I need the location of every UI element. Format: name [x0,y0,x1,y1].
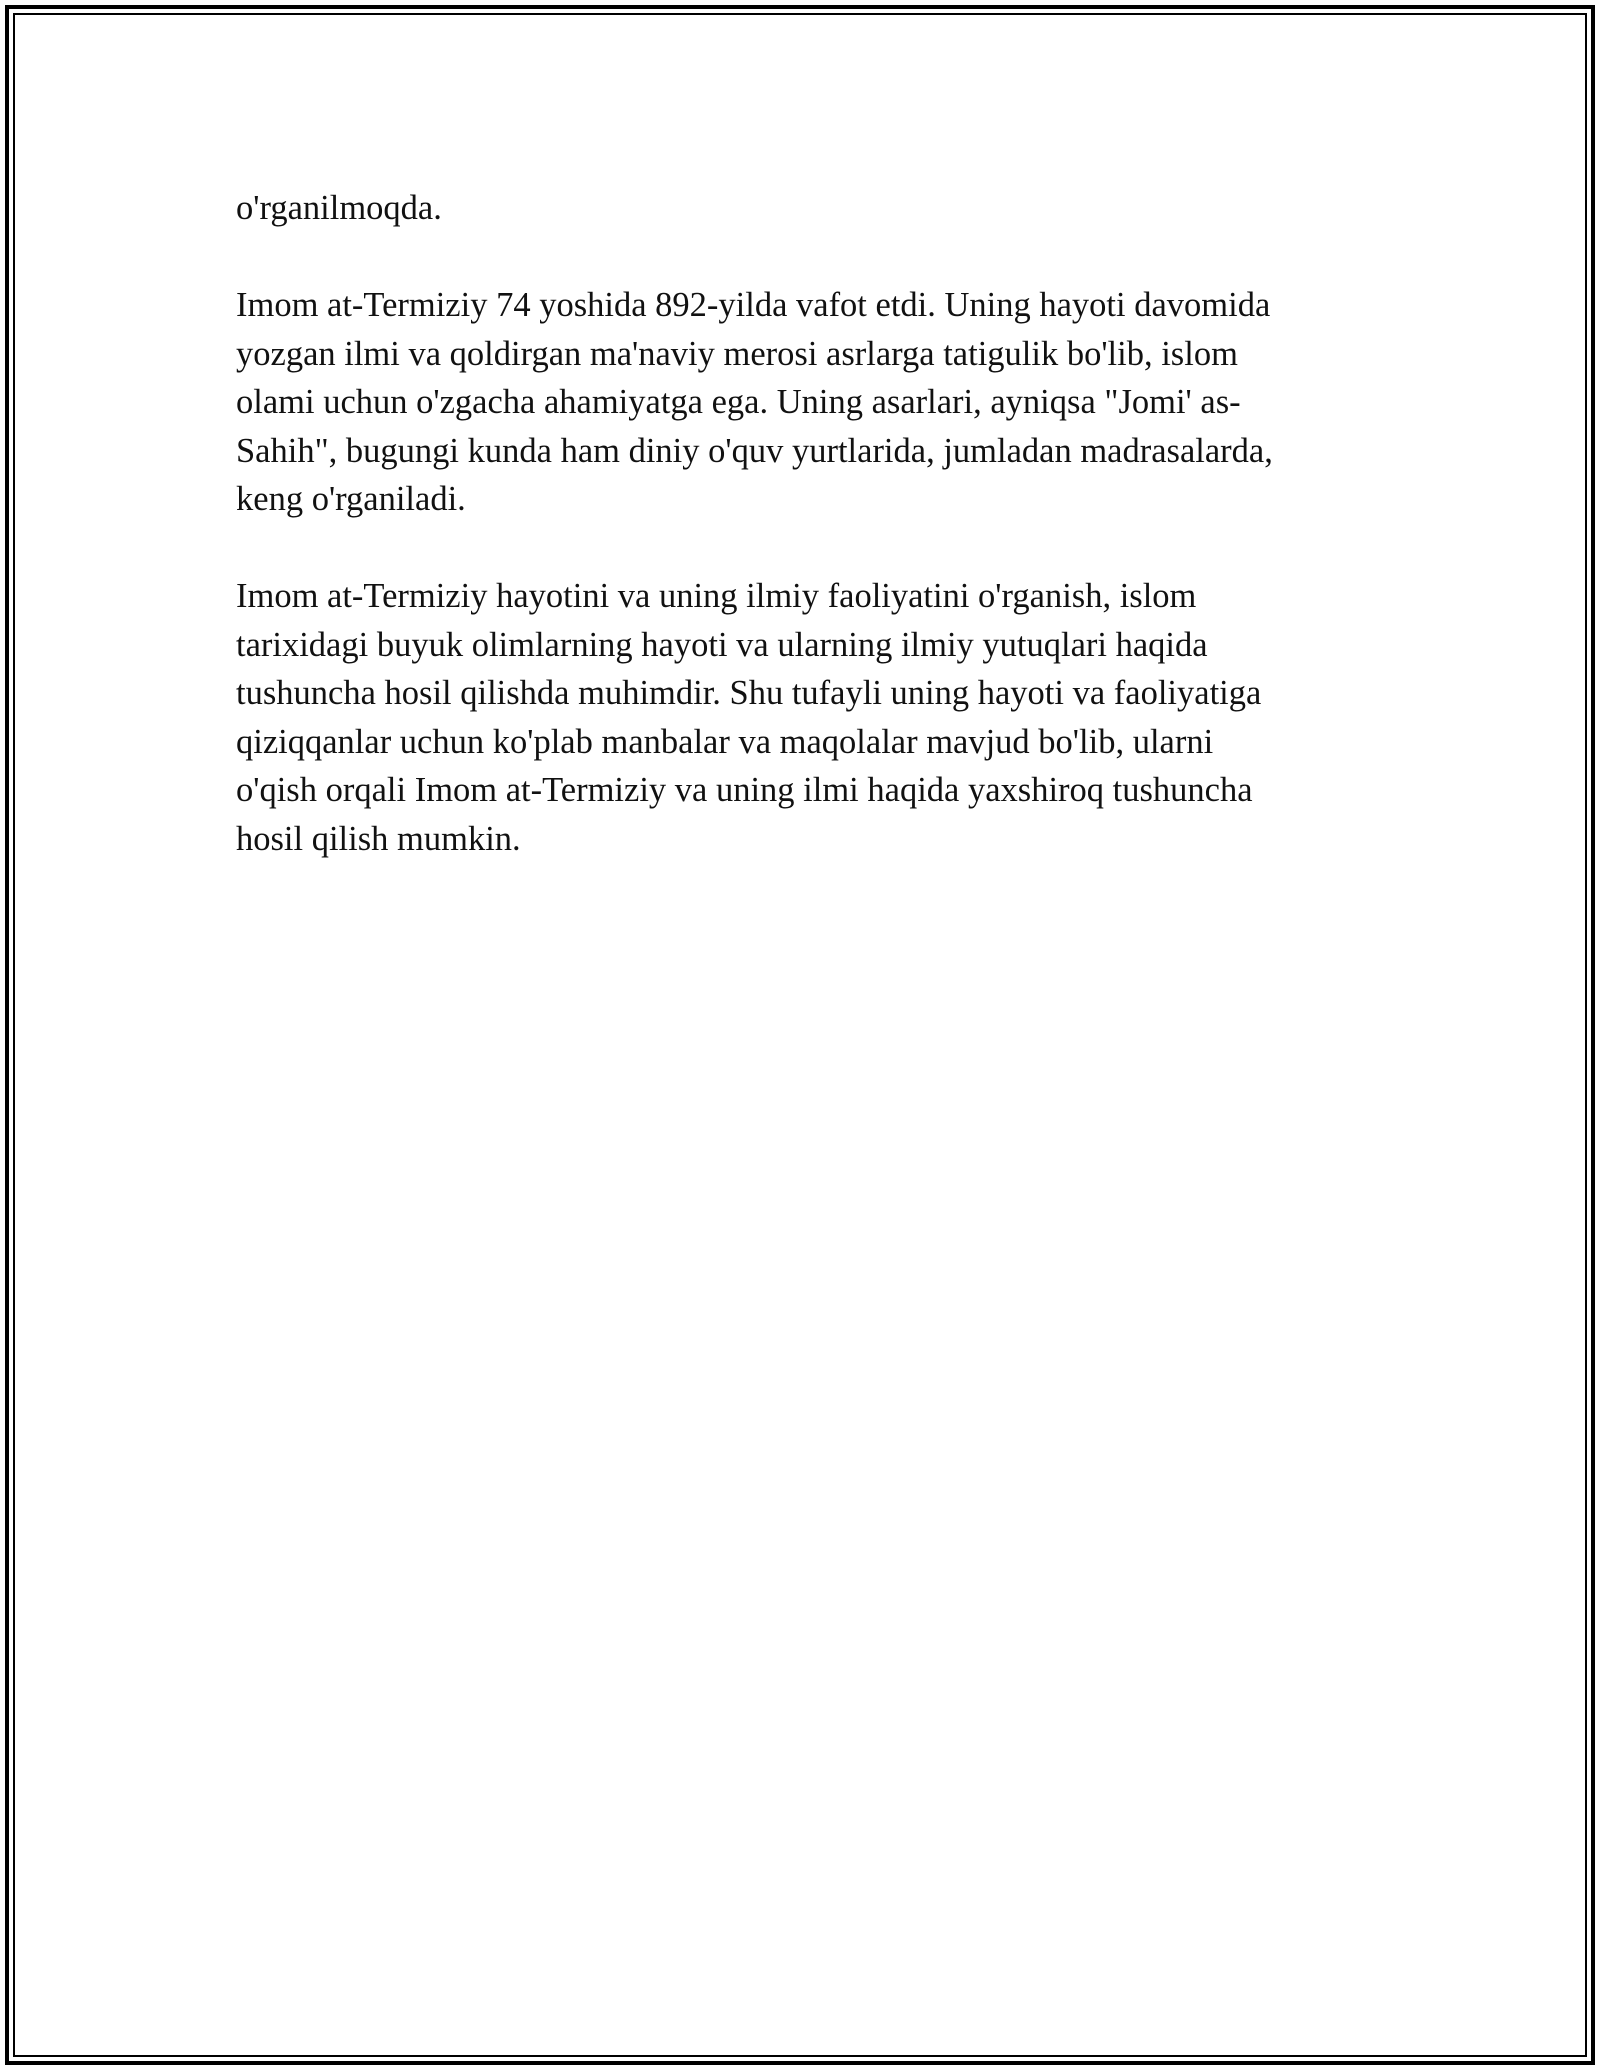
paragraph: Imom at-Termiziy hayotini va uning ilmiy faoliyatini o'rganish, islom tarixidagi buyuk olimlarning hayoti va ularning ilmiy yutuqlari haqida tushuncha hosil qilishda muhimdir. Shu tufayli uning hayoti va faoliyatiga qiziqqanlar uchun ko'plab manbalar va maqolalar mavjud bo'lib, ularni o'qish orqali Imom at-Termiziy va uning ilmi haqida yaxshiroq tushuncha hosil qilish mumkin. [236,577,1262,858]
paragraph: o'rganilmoqda. [236,189,442,227]
document-body [236,184,1346,912]
paragraph: Imom at-Termiziy 74 yoshida 892-yilda vafot etdi. Uning hayoti davomida yozgan ilmi va qoldirgan ma'naviy merosi asrlarga tatigulik bo'lib, islom olami uchun o'zgacha ahamiyatga ega. Uning asarlari, ayniqsa "Jomi' as- Sahih", bugungi kunda ham diniy o'quv yurtlarida, jumladan madrasalarda, keng o'rganiladi. [236,286,1273,518]
